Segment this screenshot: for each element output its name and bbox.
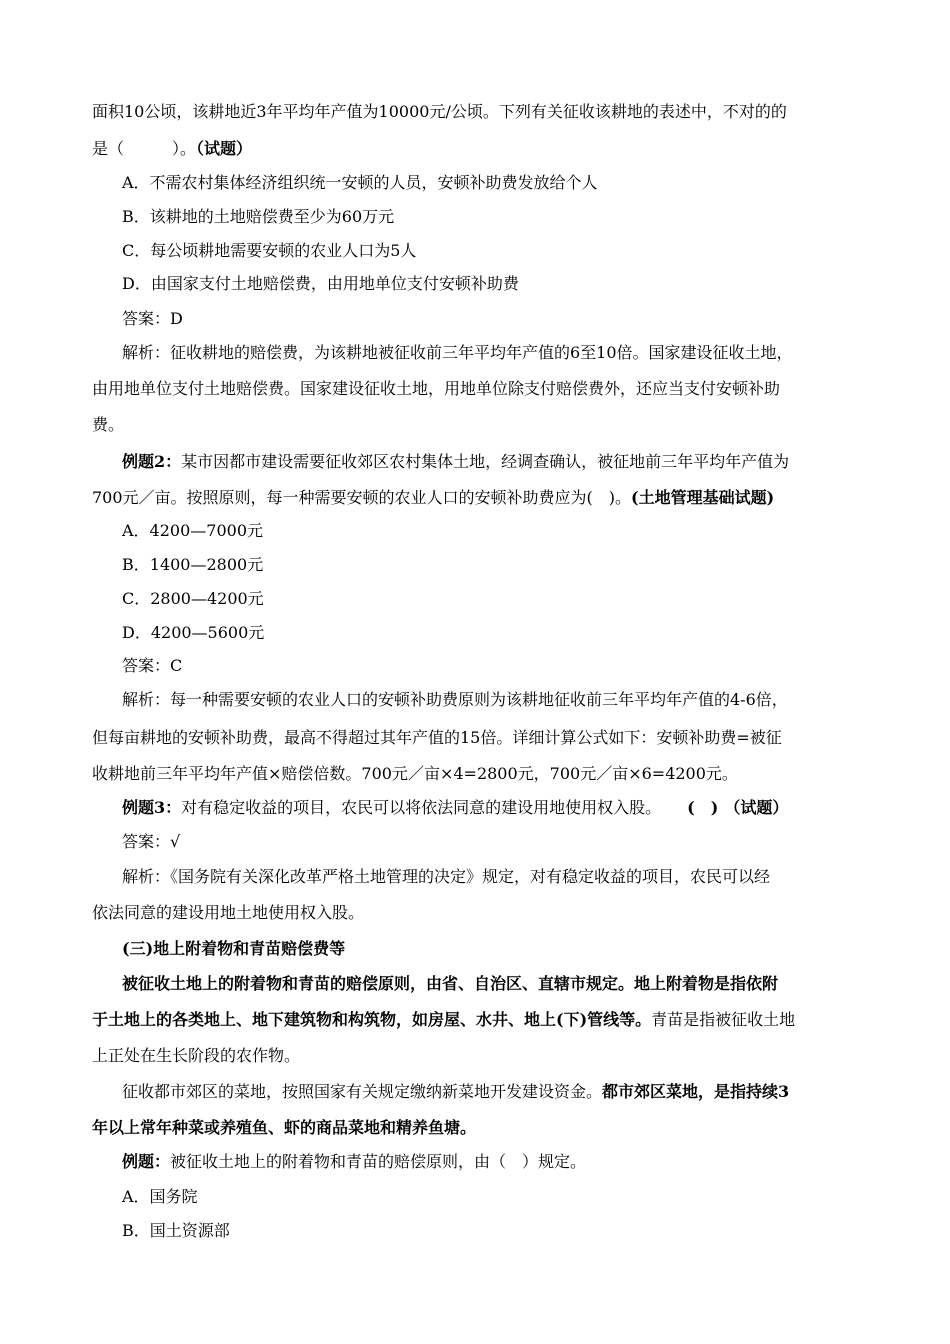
source-note: （试题） (724, 798, 789, 817)
body-line (92, 1009, 795, 1031)
option-a: A．4200—7000元 (122, 521, 263, 540)
analysis-line: 费。 (92, 415, 125, 434)
body-line (122, 1081, 789, 1103)
option-a: A．不需农村集体经济组织统一安顿的人员，安顿补助费发放给个人 (122, 173, 598, 192)
option-b: B．国土资源部 (122, 1221, 230, 1240)
example-label: 例题： (122, 1152, 171, 1171)
analysis-line: 解析：每一种需要安顿的农业人口的安顿补助费原则为该耕地征收前三年平均年产值的4-6倍， (122, 690, 788, 709)
text-span: 被征收土地上的附着物和青苗的赔偿原则，由（ ）规定。 (170, 1152, 587, 1171)
answer-blank: ( ) (687, 798, 719, 817)
text-span: 700元／亩。按照原则，每一种需要安顿的农业人口的安顿补助费应为( )。 (92, 488, 632, 507)
example-line (92, 487, 774, 509)
answer: 答案：D (122, 309, 183, 328)
analysis-line: 解析：《国务院有关深化改革严格土地管理的决定》规定，对有稳定收益的项目，农民可以经 (122, 867, 771, 886)
text-span: 都市郊区菜地，是指持续3 (602, 1082, 790, 1101)
example-label: 例题3： (122, 798, 182, 817)
option-d: D．4200—5600元 (122, 623, 265, 642)
text-span: 某市因都市建设需要征收郊区农村集体土地，经调查确认，被征地前三年平均年产值为 (181, 452, 790, 471)
option-b: B．该耕地的土地赔偿费至少为60万元 (122, 207, 395, 226)
answer: 答案：C (122, 656, 183, 675)
option-b: B．1400—2800元 (122, 555, 264, 574)
analysis-line: 解析：征收耕地的赔偿费，为该耕地被征收前三年平均年产值的6至10倍。国家建设征收土地， (122, 343, 793, 362)
text-span: 征收都市郊区的菜地，按照国家有关规定缴纳新菜地开发建设资金。 (122, 1082, 603, 1101)
text-span: 于土地上的各类地上、地下建筑物和构筑物，如房屋、水井、地上(下)管线等。 (92, 1010, 652, 1029)
source-note: (土地管理基础试题) (631, 488, 775, 507)
body-line: 上正处在生长阶段的农作物。 (92, 1046, 301, 1065)
body-line: 年以上常年种菜或养殖鱼、虾的商品菜地和精养鱼塘。 (92, 1118, 477, 1137)
text-span: 对有稳定收益的项目，农民可以将依法同意的建设用地使用权入股。 (181, 798, 662, 817)
source-note: （试题） (196, 139, 253, 158)
option-c: C．2800—4200元 (122, 589, 264, 608)
analysis-line: 依法同意的建设用地土地使用权入股。 (92, 903, 365, 922)
text-line (92, 138, 252, 160)
option-c: C．每公顷耕地需要安顿的农业人口为5人 (122, 241, 417, 260)
text-line: 面积10公顷，该耕地近3年平均年产值为10000元/公顷。下列有关征收该耕地的表述中，不对的的 (92, 102, 787, 121)
example-line (122, 1151, 586, 1173)
text-span: 青苗是指被征收土地 (651, 1010, 796, 1029)
analysis-line: 收耕地前三年平均年产值×赔偿倍数。700元／亩×4=2800元，700元／亩×6=4200元。 (92, 764, 738, 783)
text-span: 是（ ）。 (92, 139, 197, 158)
section-heading: (三)地上附着物和青苗赔偿费等 (122, 939, 346, 958)
analysis-line: 但每亩耕地的安顿补助费，最高不得超过其年产值的15倍。详细计算公式如下：安顿补助费=被征 (92, 728, 782, 747)
analysis-line: 由用地单位支付土地赔偿费。国家建设征收土地，用地单位除支付赔偿费外，还应当支付安顿补助 (92, 379, 781, 398)
body-line: 被征收土地上的附着物和青苗的赔偿原则，由省、自治区、直辖市规定。地上附着物是指依附 (122, 974, 779, 993)
example-line (122, 451, 789, 473)
example-label: 例题2： (122, 452, 182, 471)
example-line (122, 797, 788, 819)
option-a: A．国务院 (122, 1187, 198, 1206)
option-d: D．由国家支付土地赔偿费，由用地单位支付安顿补助费 (122, 274, 519, 293)
answer: 答案：√ (122, 832, 181, 851)
